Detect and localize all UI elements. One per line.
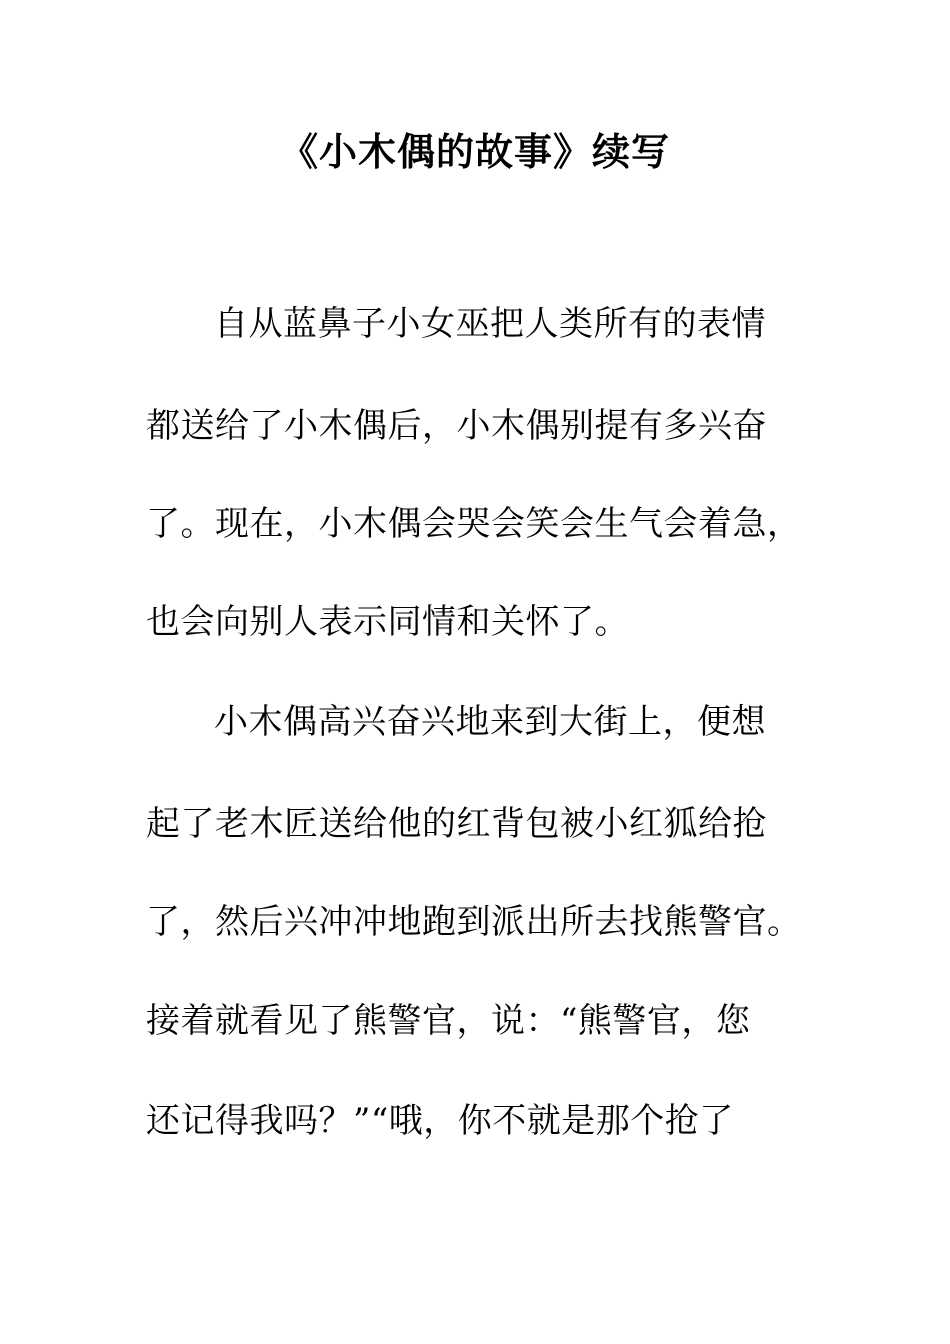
text-line: 自从蓝鼻子小女巫把人类所有的表情 — [214, 304, 766, 344]
text-line: 都送给了小木偶后，小木偶别提有多兴奋 — [146, 406, 767, 446]
text-line: 了，然后兴冲冲地跑到派出所去找熊警官。 — [146, 902, 802, 942]
text-line: 起了老木匠送给他的红背包被小红狐给抢 — [146, 804, 767, 844]
text-line: 接着就看见了熊警官，说：“熊警官，您 — [146, 1001, 751, 1041]
text-line: 小木偶高兴奋兴地来到大街上，便想 — [214, 702, 766, 742]
text-line: 也会向别人表示同情和关怀了。 — [146, 602, 629, 642]
text-line: 了。现在，小木偶会哭会笑会生气会着急， — [146, 504, 802, 544]
document-title: 《小木偶的故事》续写 — [279, 129, 670, 174]
text-line: 还记得我吗？”“哦，你不就是那个抢了 — [146, 1101, 734, 1141]
